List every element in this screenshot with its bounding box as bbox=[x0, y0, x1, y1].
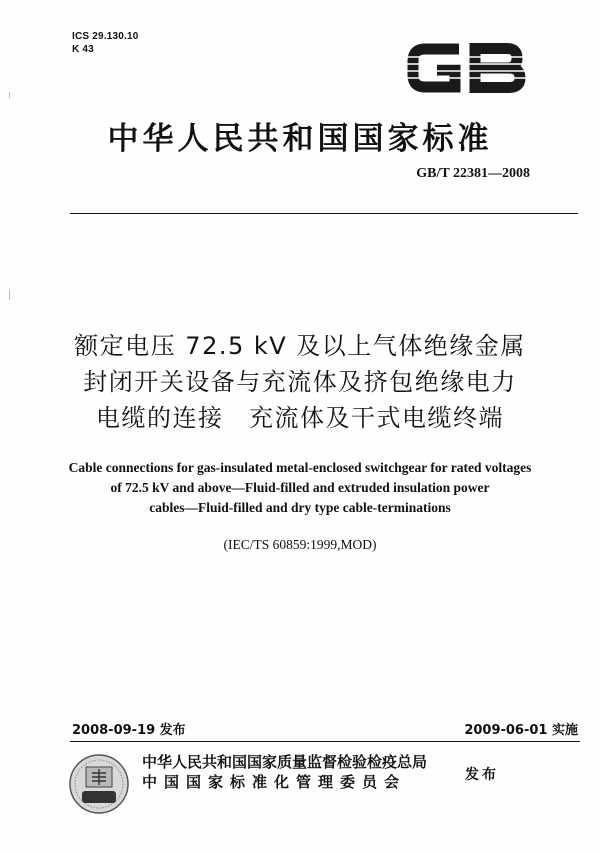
issuer-sac: 中国国家标准化管理委员会 bbox=[142, 773, 407, 791]
issuer-aqsiq: 中华人民共和国国家质量监督检验检疫总局 bbox=[142, 753, 428, 771]
ics-code: ICS 29.130.10 bbox=[72, 31, 139, 42]
scan-artifact bbox=[9, 290, 10, 300]
standard-type-title: 中华人民共和国国家标准 bbox=[107, 121, 493, 157]
issue-date: 2008-09-19 发布 bbox=[72, 723, 186, 738]
chinese-title-line: 额定电压 72.5 kV 及以上气体绝缘金属 bbox=[74, 332, 526, 360]
english-title-line: of 72.5 kV and above—Fluid-filled and extruded insulation power bbox=[110, 480, 490, 495]
footer-divider bbox=[70, 741, 580, 742]
header-divider bbox=[70, 213, 578, 214]
adoption-reference: (IEC/TS 60859:1999,MOD) bbox=[223, 537, 377, 552]
anti-counterfeit-seal bbox=[68, 753, 130, 815]
chinese-title-line: 电缆的连接 充流体及干式电缆终端 bbox=[96, 404, 504, 432]
english-title-line: cables—Fluid-filled and dry type cable-terminations bbox=[149, 500, 451, 515]
chinese-title-line: 封闭开关设备与充流体及挤包绝缘电力 bbox=[83, 368, 517, 396]
english-title bbox=[40, 458, 560, 518]
gb-logo bbox=[403, 37, 529, 99]
standard-number: GB/T 22381—2008 bbox=[416, 166, 530, 181]
implementation-date: 2009-06-01 实施 bbox=[464, 723, 578, 738]
issuing-authorities bbox=[142, 752, 427, 792]
classification-codes bbox=[72, 30, 139, 56]
english-title-line: Cable connections for gas-insulated metal-enclosed switchgear for rated voltages bbox=[68, 460, 532, 475]
scan-artifact bbox=[9, 92, 10, 98]
class-code: K 43 bbox=[72, 44, 94, 55]
chinese-title bbox=[0, 328, 600, 436]
publish-label: 发布 bbox=[465, 767, 499, 783]
